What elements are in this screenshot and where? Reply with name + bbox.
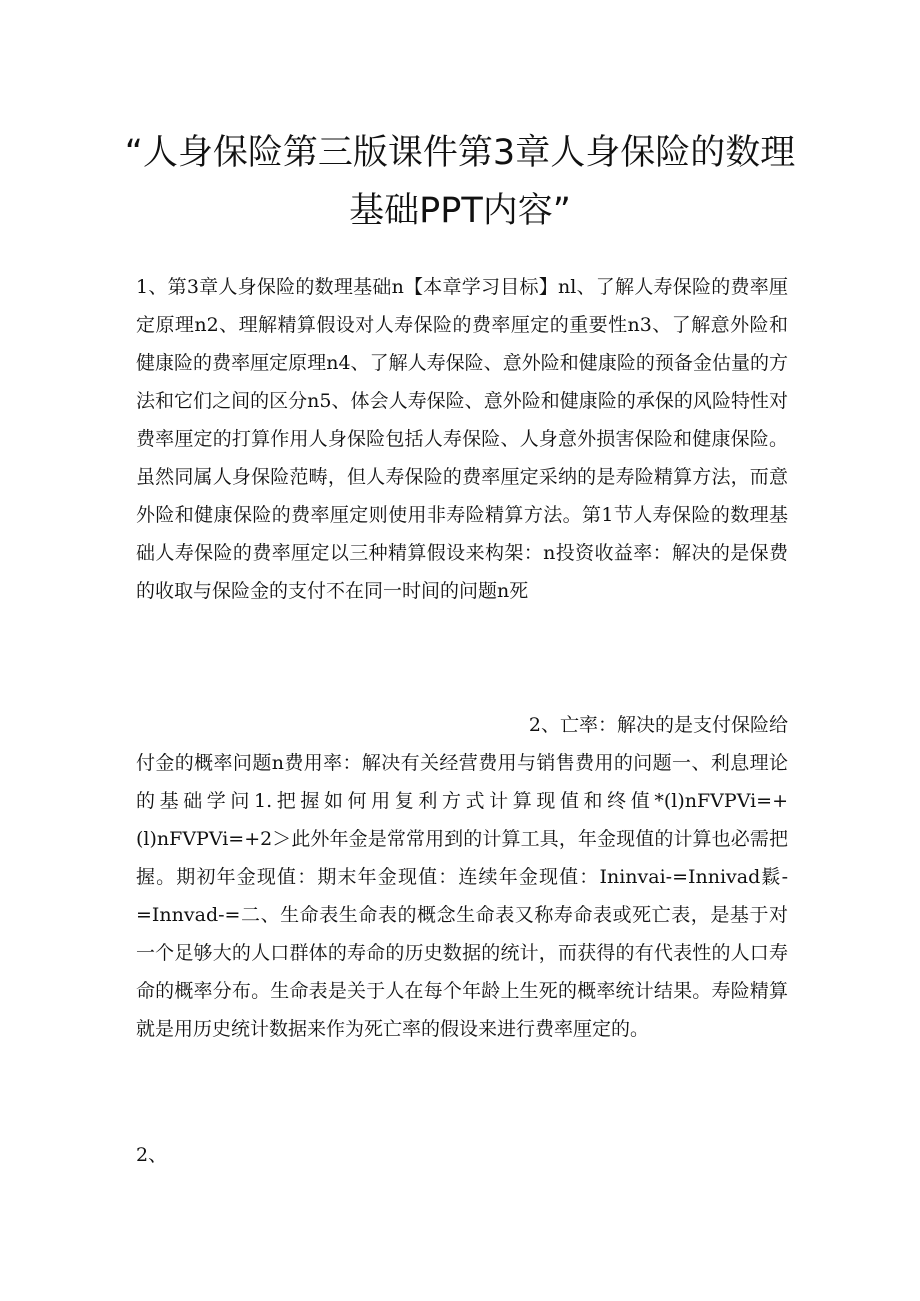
document-title: “人身保险第三版课件第3章人身保险的数理基础PPT内容” bbox=[124, 133, 796, 231]
paragraph-2-lead: 2、亡率：解决的是支付保险给 bbox=[528, 714, 788, 736]
trailing-text: 2、 bbox=[136, 1144, 168, 1166]
paragraph-1: 1、第3章人身保险的数理基础n【本章学习目标】nl、了解人寿保险的费率厘定原理n2、理解精算假设对人寿保险的费率厘定的重要性n3、了解意外险和健康险的费率厘定原理n4、了解人寿保险、意外险和健康险的预备金估量的方法和它们之间的区分n5、体会人寿保险、意外险和健康险的承保的风险特性对费率厘定的打算作用人身保险包括人寿保险、人身意外损害保险和健康保险。虽然同属人身保险范畴，但人寿保险的费率厘定采纳的是寿险精算方法，而意外险和健康保险的费率厘定则使用非寿险精算方法。第1节人寿保险的数理基础人寿保险的费率厘定以三种精算假设来构架：n投资收益率：解决的是保费的收取与保险金的支付不在同一时间的问题n死 bbox=[136, 276, 788, 602]
paragraph-2: 付金的概率问题n费用率：解决有关经营费用与销售费用的问题一、利息理论的基础学问1.把握如何用复利方式计算现值和终值*(l)nFVPVi=+(l)nFVPVi=+2＞此外年金是常常用到的计算工具，年金现值的计算也必需把握。期初年金现值：期末年金现值：连续年金现值：Ininvai-=Innivad鬏-=Innvad-=二、生命表生命表的概念生命表又称寿命表或死亡表，是基于对一个足够大的人口群体的寿命的历史数据的统计，而获得的有代表性的人口寿命的概率分布。生命表是关于人在每个年龄上生死的概率统计结果。寿险精算就是用历史统计数据来作为死亡率的假设来进行费率厘定的。 bbox=[136, 752, 788, 1040]
